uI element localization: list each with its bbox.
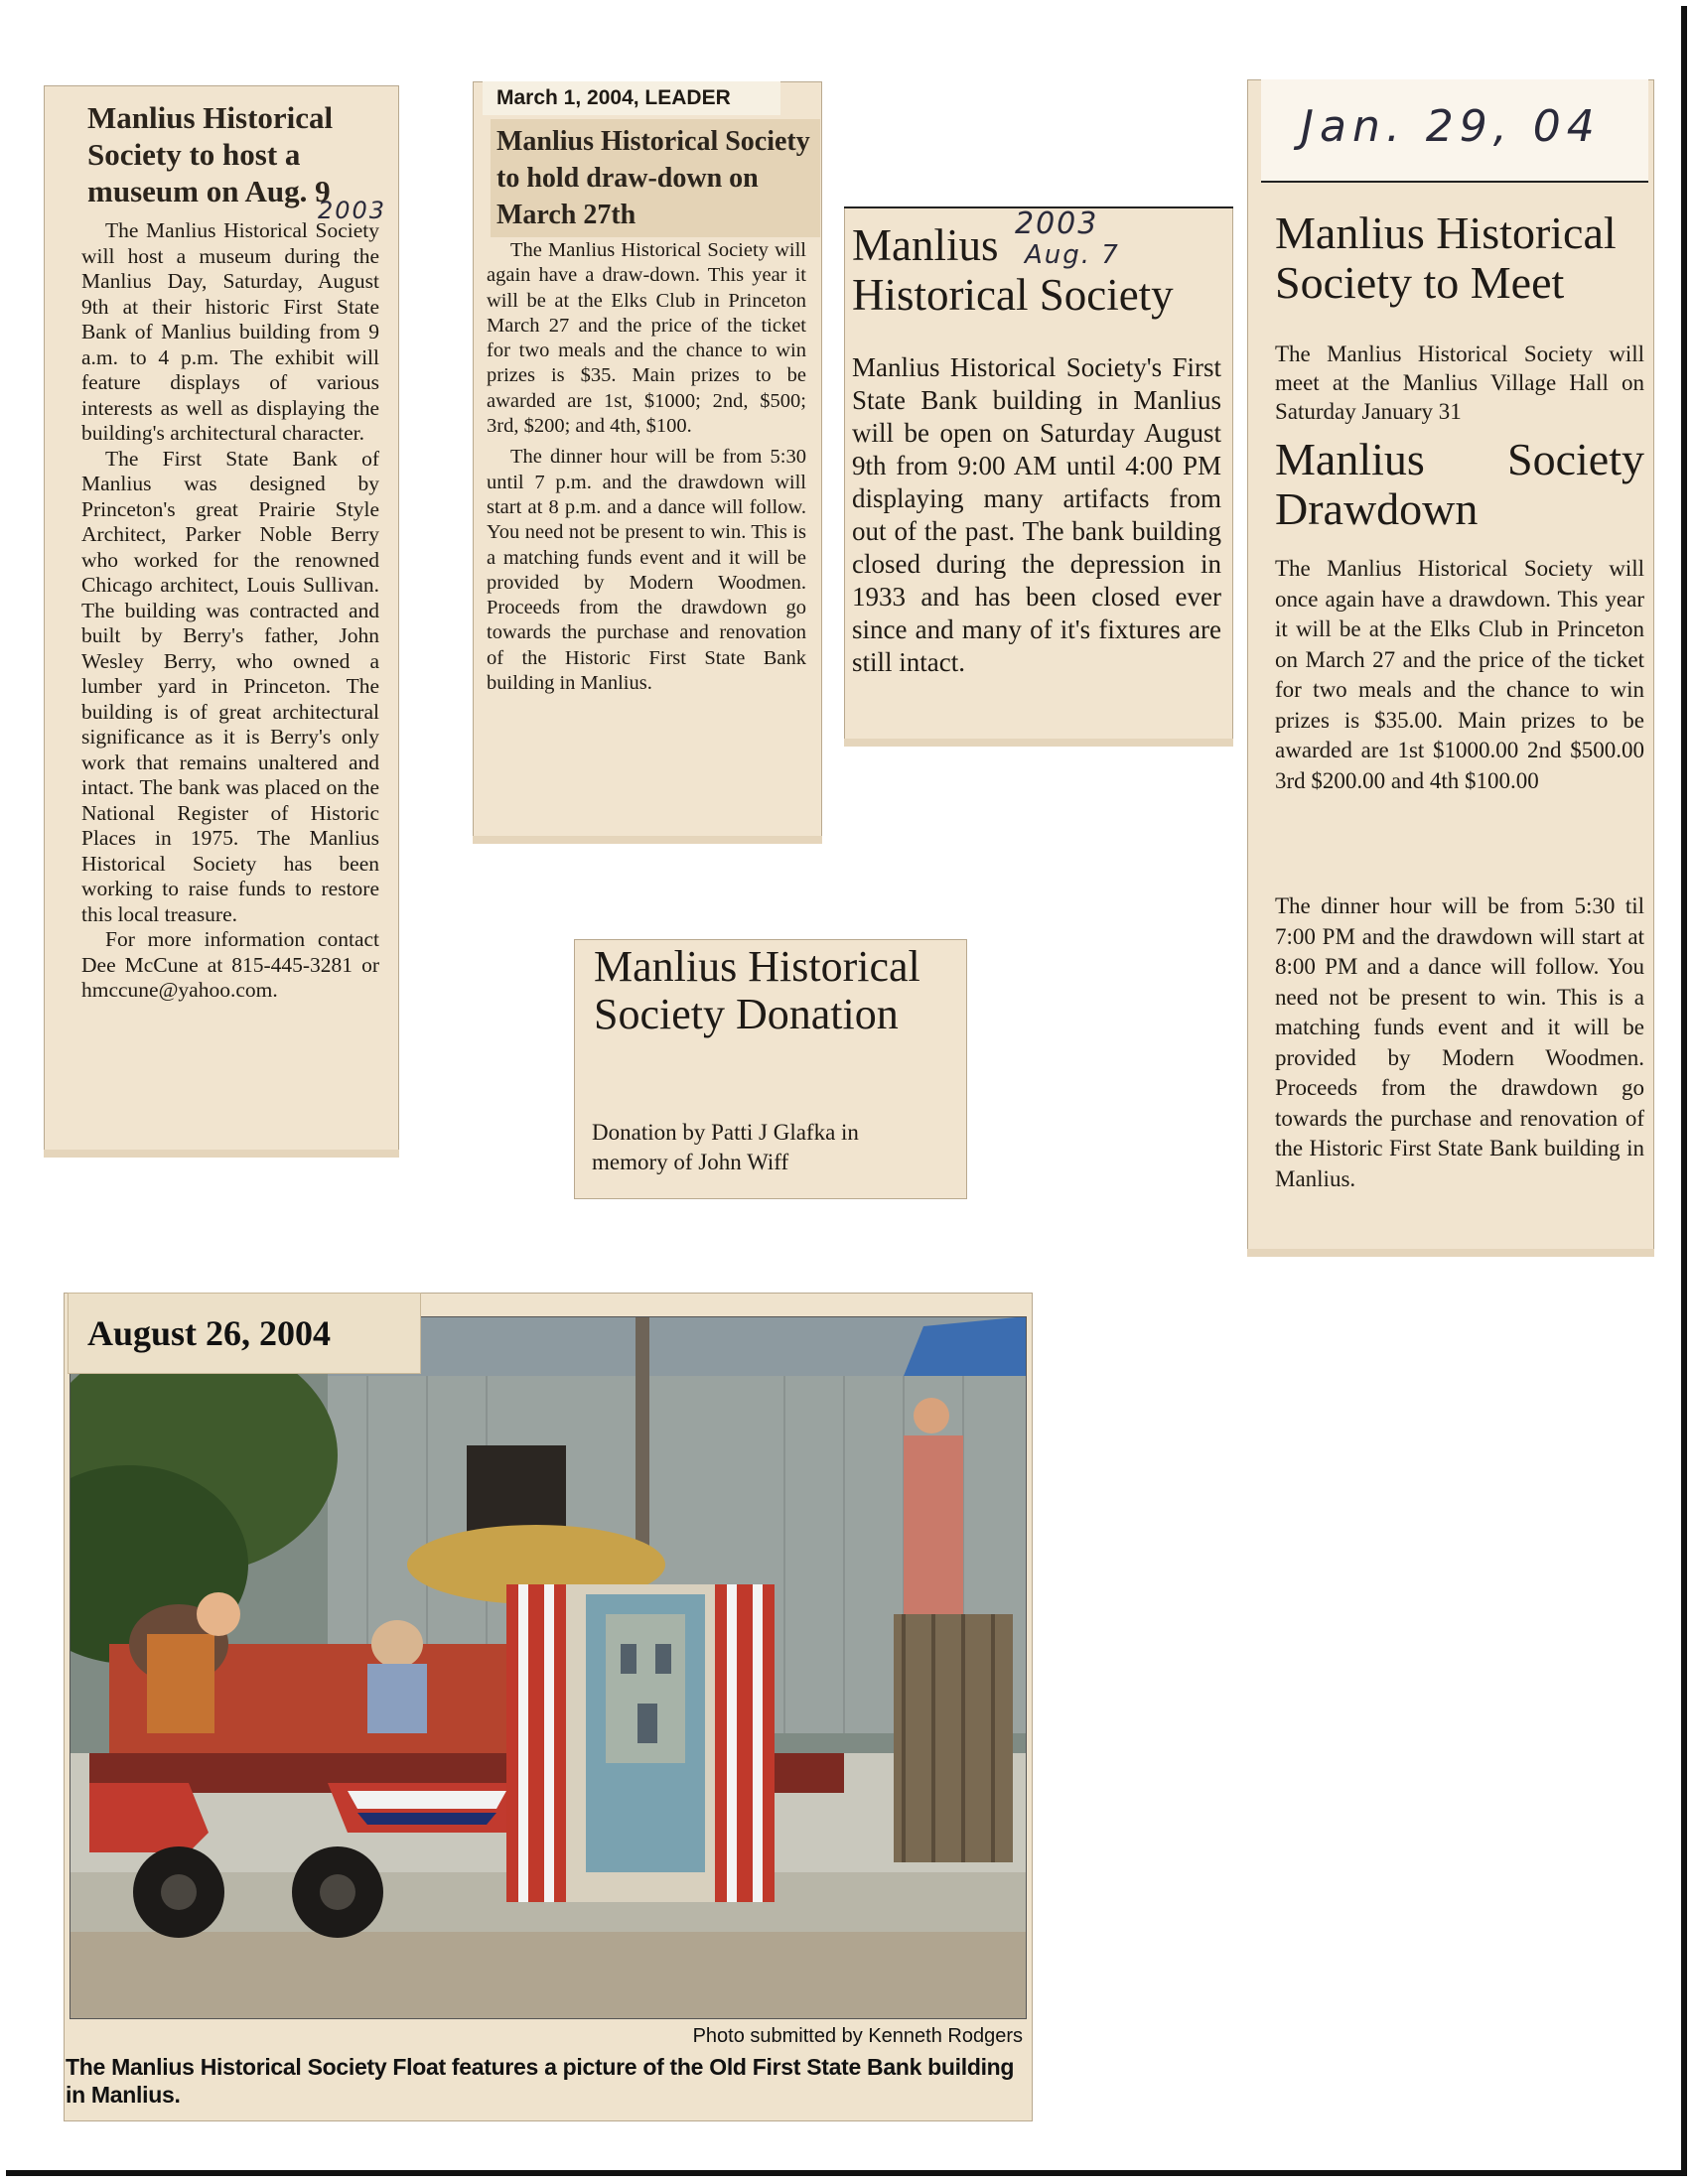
clipping-headline: Manlius Historical Society to host a museum on Aug. 9 (87, 100, 334, 208)
clipping-headline: Manlius Historical Society to hold draw-down on March 27th (496, 126, 810, 230)
date-strip (1261, 79, 1648, 183)
clipping-drawdown-march27 (473, 81, 822, 844)
photo-caption: The Manlius Historical Society Float features a picture of the Old First State Bank building in Manlius. (66, 2054, 1015, 2108)
paragraph: The Manlius Historical Society will host a museum during the Manlius Day, Saturday, August 9th at their historic First State Bank of Manlius building from 9 a.m. to 4 p.m. The exhibit will feature displays of various interests as well as displaying the building's architectural character. (81, 218, 379, 445)
clipping-body: Manlius Historical Society's First State Bank building in Manlius will be open on Saturday August 9th from 9:00 AM until 4:00 PM displaying many artifacts from out of the past. The bank building closed during the depression in 1933 and has been closed ever since and many of it's fixtures are still intact. (852, 352, 1221, 677)
parade-float-photo (70, 1316, 1027, 2019)
clipping-society-meet (1247, 79, 1654, 1257)
clipping-body: Donation by Patti J Glafka in memory of John Wiff (592, 1120, 859, 1174)
handwritten-year: 2003 (318, 197, 387, 224)
dateline-strip (483, 81, 780, 115)
paragraph: For more information contact Dee McCune at 815-445-3281 or hmccune@yahoo.com. (81, 927, 379, 1002)
paragraph: The Manlius Historical Society will again have a draw-down. This year it will be at the Elks Club in Princeton March 27 and the price of the ticket for two meals and the chance to win prizes is $35. Main prizes to be awarded are 1st, $1000; 2nd, $500; 3rd, $200; and 4th, $100. (487, 239, 806, 438)
paragraph: The First State Bank of Manlius was designed by Princeton's great Prairie Style Architect, Parker Noble Berry who worked for the renowned Chicago architect, Louis Sullivan. The building was contracted and built by Berry's father, John Wesley Berry, who owned a lumber yard in Princeton. The building is of great architectural significance as it is Berry's only work that remains unaltered and intact. The bank was placed on the National Register of Historic Places in 1975. The Manlius Historical Society has been working to raise funds to restore this local treasure. (81, 446, 379, 926)
clipping-headline: Manlius Society Drawdown (1275, 434, 1644, 534)
clipping-bank-open (844, 206, 1233, 747)
clipping-headline-line1: Manlius (852, 220, 999, 270)
clipping-donation (574, 939, 967, 1199)
photo-credit: Photo submitted by Kenneth Rodgers (692, 2025, 1023, 2047)
dateline: March 1, 2004, LEADER (496, 86, 731, 109)
clipping-body (487, 238, 806, 696)
clipping-body: The dinner hour will be from 5:30 til 7:00 PM and the drawdown will start at 8:00 PM and a dance will follow. You need not be present to win. This is a matching funds event and it will be provided by Modern Woodmen. Proceeds from the drawdown go towards the purchase and renovation of the Historic First State Bank building in Manlius. (1275, 893, 1644, 1191)
clipping-headline-line2: Historical Society (852, 270, 1174, 320)
clipping-museum-aug9 (44, 85, 399, 1158)
handwritten-date: Aug. 7 (1025, 240, 1120, 270)
clipping-headline: Manlius Historical Society Donation (594, 942, 920, 1038)
clipping-headline: Manlius Historical Society to Meet (1275, 207, 1617, 308)
photo-date-label (68, 1293, 421, 1374)
clipping-body: The Manlius Historical Society will meet at the Manlius Village Hall on Saturday January 31 (1275, 341, 1644, 424)
photo-date: August 26, 2004 (87, 1313, 332, 1353)
paragraph: The dinner hour will be from 5:30 until 7 p.m. and the drawdown will start at 8 p.m. and a dance will follow. You need not be present to win. This is a matching funds event and it will be provided by Modern Woodmen. Proceeds from the drawdown go towards the purchase and renovation of the Historic First State Bank building in Manlius. (487, 446, 806, 695)
clipping-body (81, 218, 379, 1004)
handwritten-date: Jan. 29, 04 (1301, 101, 1601, 152)
clipping-body: The Manlius Historical Society will once again have a drawdown. This year it will be at the Elks Club in Princeton on March 27 and the price of the ticket for two meals and the chance to win prizes is $35.00. Main prizes to be awarded are 1st $1000.00 2nd $500.00 3rd $200.00 and 4th $100.00 (1275, 556, 1644, 793)
clipping-photo-float (64, 1293, 1033, 2121)
handwritten-year: 2003 (1015, 206, 1099, 241)
